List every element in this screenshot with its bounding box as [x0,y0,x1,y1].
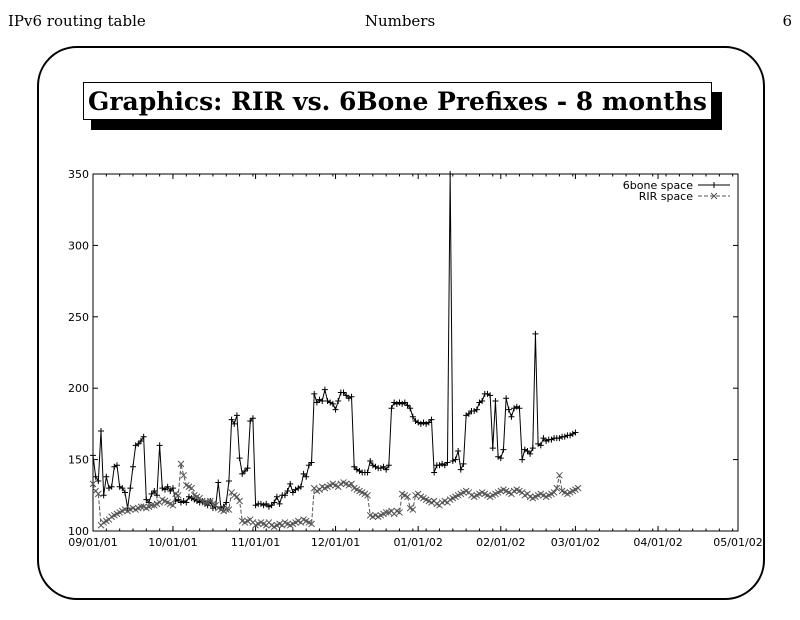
data-point [436,462,442,468]
data-point [562,434,568,440]
data-point [234,412,240,418]
data-point [506,407,512,413]
y-tick-label: 200 [68,382,89,396]
legend-label: 6bone space [622,179,693,192]
data-point [261,502,267,508]
legend-marker [711,182,717,188]
page-number: 6 [782,12,792,30]
x-tick-label: 05/01/02 [713,536,763,549]
data-point [386,462,392,468]
data-point [154,492,160,498]
y-tick-label: 300 [68,239,89,253]
data-point [325,398,331,404]
data-point [418,421,424,427]
data-point [572,429,578,435]
data-point [111,464,117,470]
x-tick-label: 01/01/02 [393,536,443,549]
prefix-line-chart [50,160,770,555]
x-tick-label: 09/01/01 [68,536,118,549]
data-point [106,485,112,491]
data-point [397,399,403,405]
data-point [474,407,480,413]
data-point [159,485,165,491]
data-point [157,442,163,448]
data-point [253,502,259,508]
data-point [514,404,520,410]
data-point [455,448,461,454]
data-point [186,494,192,500]
data-point [519,457,525,463]
y-tick-label: 250 [68,310,89,324]
data-point [349,394,355,400]
data-point [298,484,304,490]
data-point [183,499,189,505]
data-point [231,421,237,427]
data-point [237,455,243,461]
series-rir-space [90,461,581,530]
data-point [548,437,554,443]
data-point [487,392,493,398]
data-point [322,387,328,393]
x-tick-label: 02/01/02 [476,536,526,549]
data-point [471,408,477,414]
data-point [330,401,336,407]
data-point [223,499,229,505]
data-point [410,507,416,513]
data-point [333,407,339,413]
data-point [90,452,96,458]
chart-legend [623,179,730,203]
data-point [109,484,115,490]
data-point [98,428,104,434]
data-point [431,469,437,475]
data-point [93,474,99,480]
data-point [389,405,395,411]
data-point [181,498,187,504]
data-point [535,441,541,447]
data-point [357,468,363,474]
data-point [439,461,445,467]
data-point [285,488,291,494]
data-point [141,434,147,440]
data-point [516,405,522,411]
series-6bone-space [90,171,578,511]
x-tick-label: 12/01/01 [310,536,361,549]
chart-axes [93,174,738,531]
data-point [189,485,195,491]
data-point [500,447,506,453]
x-tick-label: 11/01/01 [230,536,281,549]
data-point [229,417,235,423]
data-point [532,331,538,337]
data-point [410,414,416,420]
data-point [274,494,280,500]
data-point [452,457,458,463]
data-point [117,484,123,490]
data-point [415,419,421,425]
data-point [567,432,573,438]
data-point [460,461,466,467]
y-tick-label: 350 [68,168,89,181]
data-point [367,458,373,464]
data-point [133,442,139,448]
data-point [277,501,283,507]
data-point [394,401,400,407]
y-tick-label: 150 [68,453,89,467]
data-point [447,171,453,177]
data-point [226,478,232,484]
data-point [287,481,293,487]
data-point [511,405,517,411]
data-point [215,479,221,485]
header-section-name: Numbers [364,12,436,30]
plot-border [93,174,738,531]
data-point [413,418,419,424]
data-point [101,492,107,498]
data-point [119,485,125,491]
x-tick-label: 04/01/02 [633,536,683,549]
data-point [570,431,576,437]
data-point [95,478,101,484]
header-left-title: IPv6 routing table [8,12,146,30]
data-point [490,445,496,451]
data-point [476,399,482,405]
data-point [373,464,379,470]
data-point [508,414,514,420]
data-point [127,485,133,491]
data-point [463,412,469,418]
data-point [479,398,485,404]
data-point [575,485,581,491]
data-point [538,442,544,448]
data-point [391,399,397,405]
data-point [450,458,456,464]
y-tick-label: 100 [68,525,89,538]
slide-title: Graphics: RIR vs. 6Bone Prefixes - 8 months [83,82,712,120]
data-point [484,391,490,397]
data-point [378,465,384,471]
data-point [458,467,464,473]
data-point [122,489,128,495]
data-point [319,398,325,404]
data-point [495,454,501,460]
chart-series [90,171,581,530]
data-point [423,421,429,427]
page-header [8,12,792,32]
data-point [327,399,333,405]
data-point [258,501,264,507]
data-point [335,398,341,404]
x-tick-label: 03/01/02 [550,536,601,549]
data-point [114,462,120,468]
data-point [282,492,288,498]
data-point [103,474,109,480]
data-point [130,464,136,470]
data-point [311,391,317,397]
data-point [295,485,301,491]
legend-label: RIR space [638,190,693,203]
data-point [522,447,528,453]
data-point [492,398,498,404]
data-point [530,445,536,451]
chart-ticks [68,168,763,549]
data-point [503,395,509,401]
data-point [556,435,562,441]
data-point [498,455,504,461]
series-line [93,464,578,527]
data-point [365,469,371,475]
x-tick-label: 10/01/01 [148,536,198,549]
data-point [420,419,426,425]
data-point [399,401,405,407]
data-point [370,462,376,468]
